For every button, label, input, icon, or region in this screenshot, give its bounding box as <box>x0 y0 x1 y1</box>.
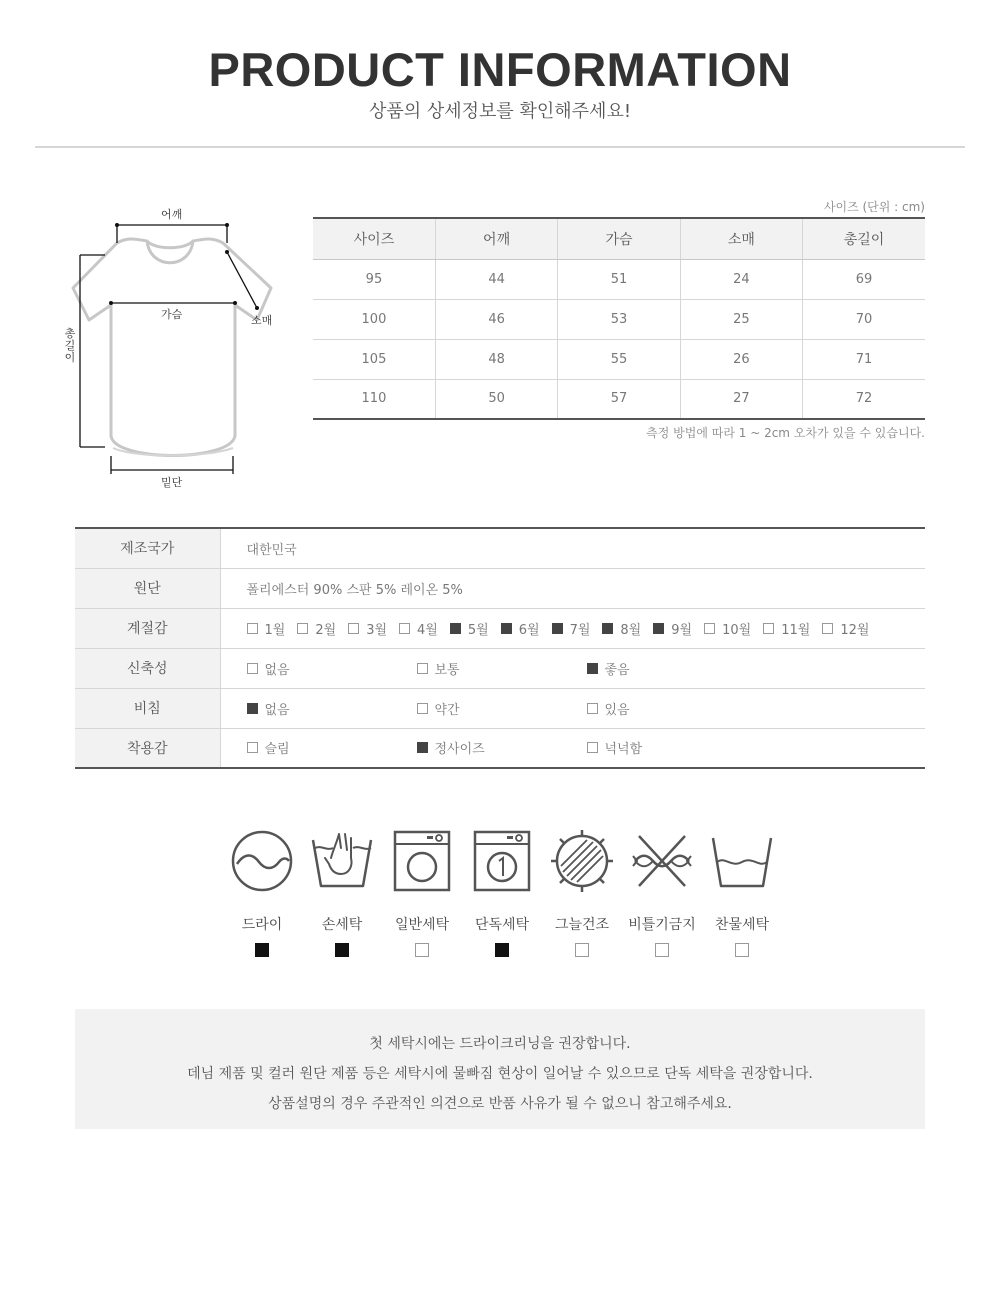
spec-value: 폴리에스터 90% 스판 5% 레이온 5% <box>220 568 925 608</box>
spec-label: 제조국가 <box>75 528 220 568</box>
size-cell: 110 <box>313 379 435 419</box>
cold-wash-icon <box>709 828 775 894</box>
shoulder-cell: 46 <box>435 299 557 339</box>
option-item <box>763 619 810 638</box>
unchecked-box-icon <box>348 623 359 634</box>
table-row <box>313 379 925 419</box>
chest-column-header: 가슴 <box>558 218 680 259</box>
shoulder-cell: 44 <box>435 259 557 299</box>
option-item <box>822 619 869 638</box>
fit-options <box>220 728 925 768</box>
care-check <box>655 943 669 957</box>
unchecked-box-icon <box>763 623 774 634</box>
care-label: 단독세탁 <box>474 917 530 933</box>
length-label: 총길이 <box>64 327 76 364</box>
option-label: 보통 <box>434 662 460 678</box>
sleeve-column-header: 소매 <box>680 218 802 259</box>
option-label: 슬림 <box>264 742 290 758</box>
option-item <box>247 738 417 757</box>
option-item <box>450 619 489 638</box>
option-item <box>348 619 387 638</box>
option-item <box>587 738 757 757</box>
unchecked-box-icon <box>587 742 598 753</box>
machine-wash-icon <box>389 828 455 894</box>
care-notice <box>75 1009 925 1129</box>
option-item <box>399 619 438 638</box>
sheer-options <box>220 688 925 728</box>
chest-cell: 57 <box>558 379 680 419</box>
checked-box-icon <box>450 623 461 634</box>
spec-row-country <box>75 528 925 568</box>
option-label: 7월 <box>569 622 591 638</box>
care-label: 그늘건조 <box>554 917 610 933</box>
care-label: 비틀기금지 <box>628 917 696 933</box>
care-check <box>255 943 269 957</box>
size-table <box>313 217 925 420</box>
care-item-shade-dry <box>542 828 622 957</box>
option-label: 약간 <box>434 702 460 718</box>
hand-wash-icon <box>309 828 375 894</box>
length-cell: 71 <box>803 339 925 379</box>
shoulder-cell: 48 <box>435 339 557 379</box>
option-item <box>417 738 587 757</box>
notice-line: 데님 제품 및 컬러 원단 제품 등은 세탁시에 물빠짐 현상이 일어날 수 있으므로 단독 세탁을 권장합니다. <box>187 1066 813 1082</box>
option-label: 정사이즈 <box>434 742 485 758</box>
notice-line: 첫 세탁시에는 드라이크리닝을 권장합니다. <box>369 1036 631 1052</box>
unchecked-box-icon <box>822 623 833 634</box>
option-label: 있음 <box>604 702 630 718</box>
option-item <box>297 619 336 638</box>
unchecked-box-icon <box>297 623 308 634</box>
stretch-options <box>220 648 925 688</box>
sleeve-label: 소매 <box>251 314 273 327</box>
care-check <box>335 943 349 957</box>
option-label: 9월 <box>671 622 693 638</box>
checked-box-icon <box>417 742 428 753</box>
spec-label: 신축성 <box>75 648 220 688</box>
chest-cell: 53 <box>558 299 680 339</box>
unchecked-box-icon <box>247 663 258 674</box>
table-row <box>313 299 925 339</box>
length-cell: 69 <box>803 259 925 299</box>
option-item <box>417 699 587 718</box>
spec-value: 대한민국 <box>220 528 925 568</box>
sleeve-cell: 25 <box>680 299 802 339</box>
option-label: 12월 <box>840 622 870 638</box>
option-label: 넉넉함 <box>604 742 643 758</box>
size-cell: 100 <box>313 299 435 339</box>
care-label: 드라이 <box>241 917 283 933</box>
shade-dry-icon <box>549 828 615 894</box>
option-item <box>587 699 757 718</box>
table-row <box>313 259 925 299</box>
chest-cell: 55 <box>558 339 680 379</box>
product-spec-table <box>75 527 925 769</box>
tshirt-measurement-diagram <box>55 200 285 495</box>
care-check <box>495 943 509 957</box>
length-cell: 70 <box>803 299 925 339</box>
length-column-header: 총길이 <box>803 218 925 259</box>
option-item <box>501 619 540 638</box>
season-options <box>220 608 925 648</box>
option-label: 8월 <box>620 622 642 638</box>
length-cell: 72 <box>803 379 925 419</box>
care-item-wash-separately <box>462 828 542 957</box>
size-cell: 95 <box>313 259 435 299</box>
spec-label: 원단 <box>75 568 220 608</box>
care-check <box>735 943 749 957</box>
checked-box-icon <box>587 663 598 674</box>
care-label: 손세탁 <box>321 917 363 933</box>
option-label: 5월 <box>467 622 489 638</box>
unchecked-box-icon <box>247 742 258 753</box>
care-item-do-not-wring <box>622 828 702 957</box>
sleeve-cell: 26 <box>680 339 802 379</box>
option-item <box>247 659 417 678</box>
dry-clean-icon <box>229 828 295 894</box>
table-row <box>313 339 925 379</box>
checked-box-icon <box>552 623 563 634</box>
care-label: 찬물세탁 <box>714 917 770 933</box>
option-item <box>587 659 757 678</box>
wash-separately-icon <box>469 828 535 894</box>
option-label: 좋음 <box>604 662 630 678</box>
care-item-machine-wash <box>382 828 462 957</box>
size-table-header-row <box>313 218 925 259</box>
unchecked-box-icon <box>704 623 715 634</box>
size-unit-note: 사이즈 (단위 : cm) <box>823 200 925 214</box>
unchecked-box-icon <box>247 623 258 634</box>
option-item <box>247 699 417 718</box>
option-label: 6월 <box>518 622 540 638</box>
spec-row-stretch <box>75 648 925 688</box>
size-cell: 105 <box>313 339 435 379</box>
option-label: 11월 <box>781 622 811 638</box>
hem-label: 밑단 <box>161 476 183 489</box>
notice-line: 상품설명의 경우 주관적인 의견으로 반품 사유가 될 수 없으니 참고해주세요. <box>268 1096 732 1112</box>
size-column-header: 사이즈 <box>313 218 435 259</box>
option-label: 없음 <box>264 662 290 678</box>
spec-label: 비침 <box>75 688 220 728</box>
shoulder-cell: 50 <box>435 379 557 419</box>
option-item <box>552 619 591 638</box>
shoulder-column-header: 어깨 <box>435 218 557 259</box>
care-check <box>415 943 429 957</box>
care-check <box>575 943 589 957</box>
spec-row-sheer <box>75 688 925 728</box>
option-label: 3월 <box>366 622 388 638</box>
shoulder-label: 어깨 <box>161 208 183 221</box>
option-item <box>247 619 286 638</box>
spec-label: 계절감 <box>75 608 220 648</box>
option-item <box>417 659 587 678</box>
care-item-dry <box>222 828 302 957</box>
measurement-note: 측정 방법에 따라 1 ~ 2cm 오차가 있을 수 있습니다. <box>646 426 925 440</box>
option-label: 없음 <box>264 702 290 718</box>
chest-label: 가슴 <box>161 308 183 321</box>
option-label: 1월 <box>264 622 286 638</box>
tshirt-outline <box>55 200 285 495</box>
unchecked-box-icon <box>417 663 428 674</box>
option-item <box>602 619 641 638</box>
spec-row-fabric <box>75 568 925 608</box>
do-not-wring-icon <box>629 828 695 894</box>
option-label: 2월 <box>315 622 337 638</box>
care-item-hand-wash <box>302 828 382 957</box>
option-label: 4월 <box>417 622 438 638</box>
sleeve-cell: 24 <box>680 259 802 299</box>
unchecked-box-icon <box>587 703 598 714</box>
checked-box-icon <box>501 623 512 634</box>
chest-cell: 51 <box>558 259 680 299</box>
checked-box-icon <box>653 623 664 634</box>
care-label: 일반세탁 <box>394 917 450 933</box>
header-divider <box>35 146 965 148</box>
sleeve-cell: 27 <box>680 379 802 419</box>
checked-box-icon <box>602 623 613 634</box>
option-label: 10월 <box>722 622 752 638</box>
spec-row-fit <box>75 728 925 768</box>
care-item-cold-wash <box>702 828 782 957</box>
page-subtitle: 상품의 상세정보를 확인해주세요! <box>368 101 632 122</box>
spec-label: 착용감 <box>75 728 220 768</box>
option-item <box>704 619 751 638</box>
option-item <box>653 619 692 638</box>
spec-row-season <box>75 608 925 648</box>
unchecked-box-icon <box>399 623 410 634</box>
page-title: PRODUCT INFORMATION <box>208 43 792 96</box>
unchecked-box-icon <box>417 703 428 714</box>
checked-box-icon <box>247 703 258 714</box>
